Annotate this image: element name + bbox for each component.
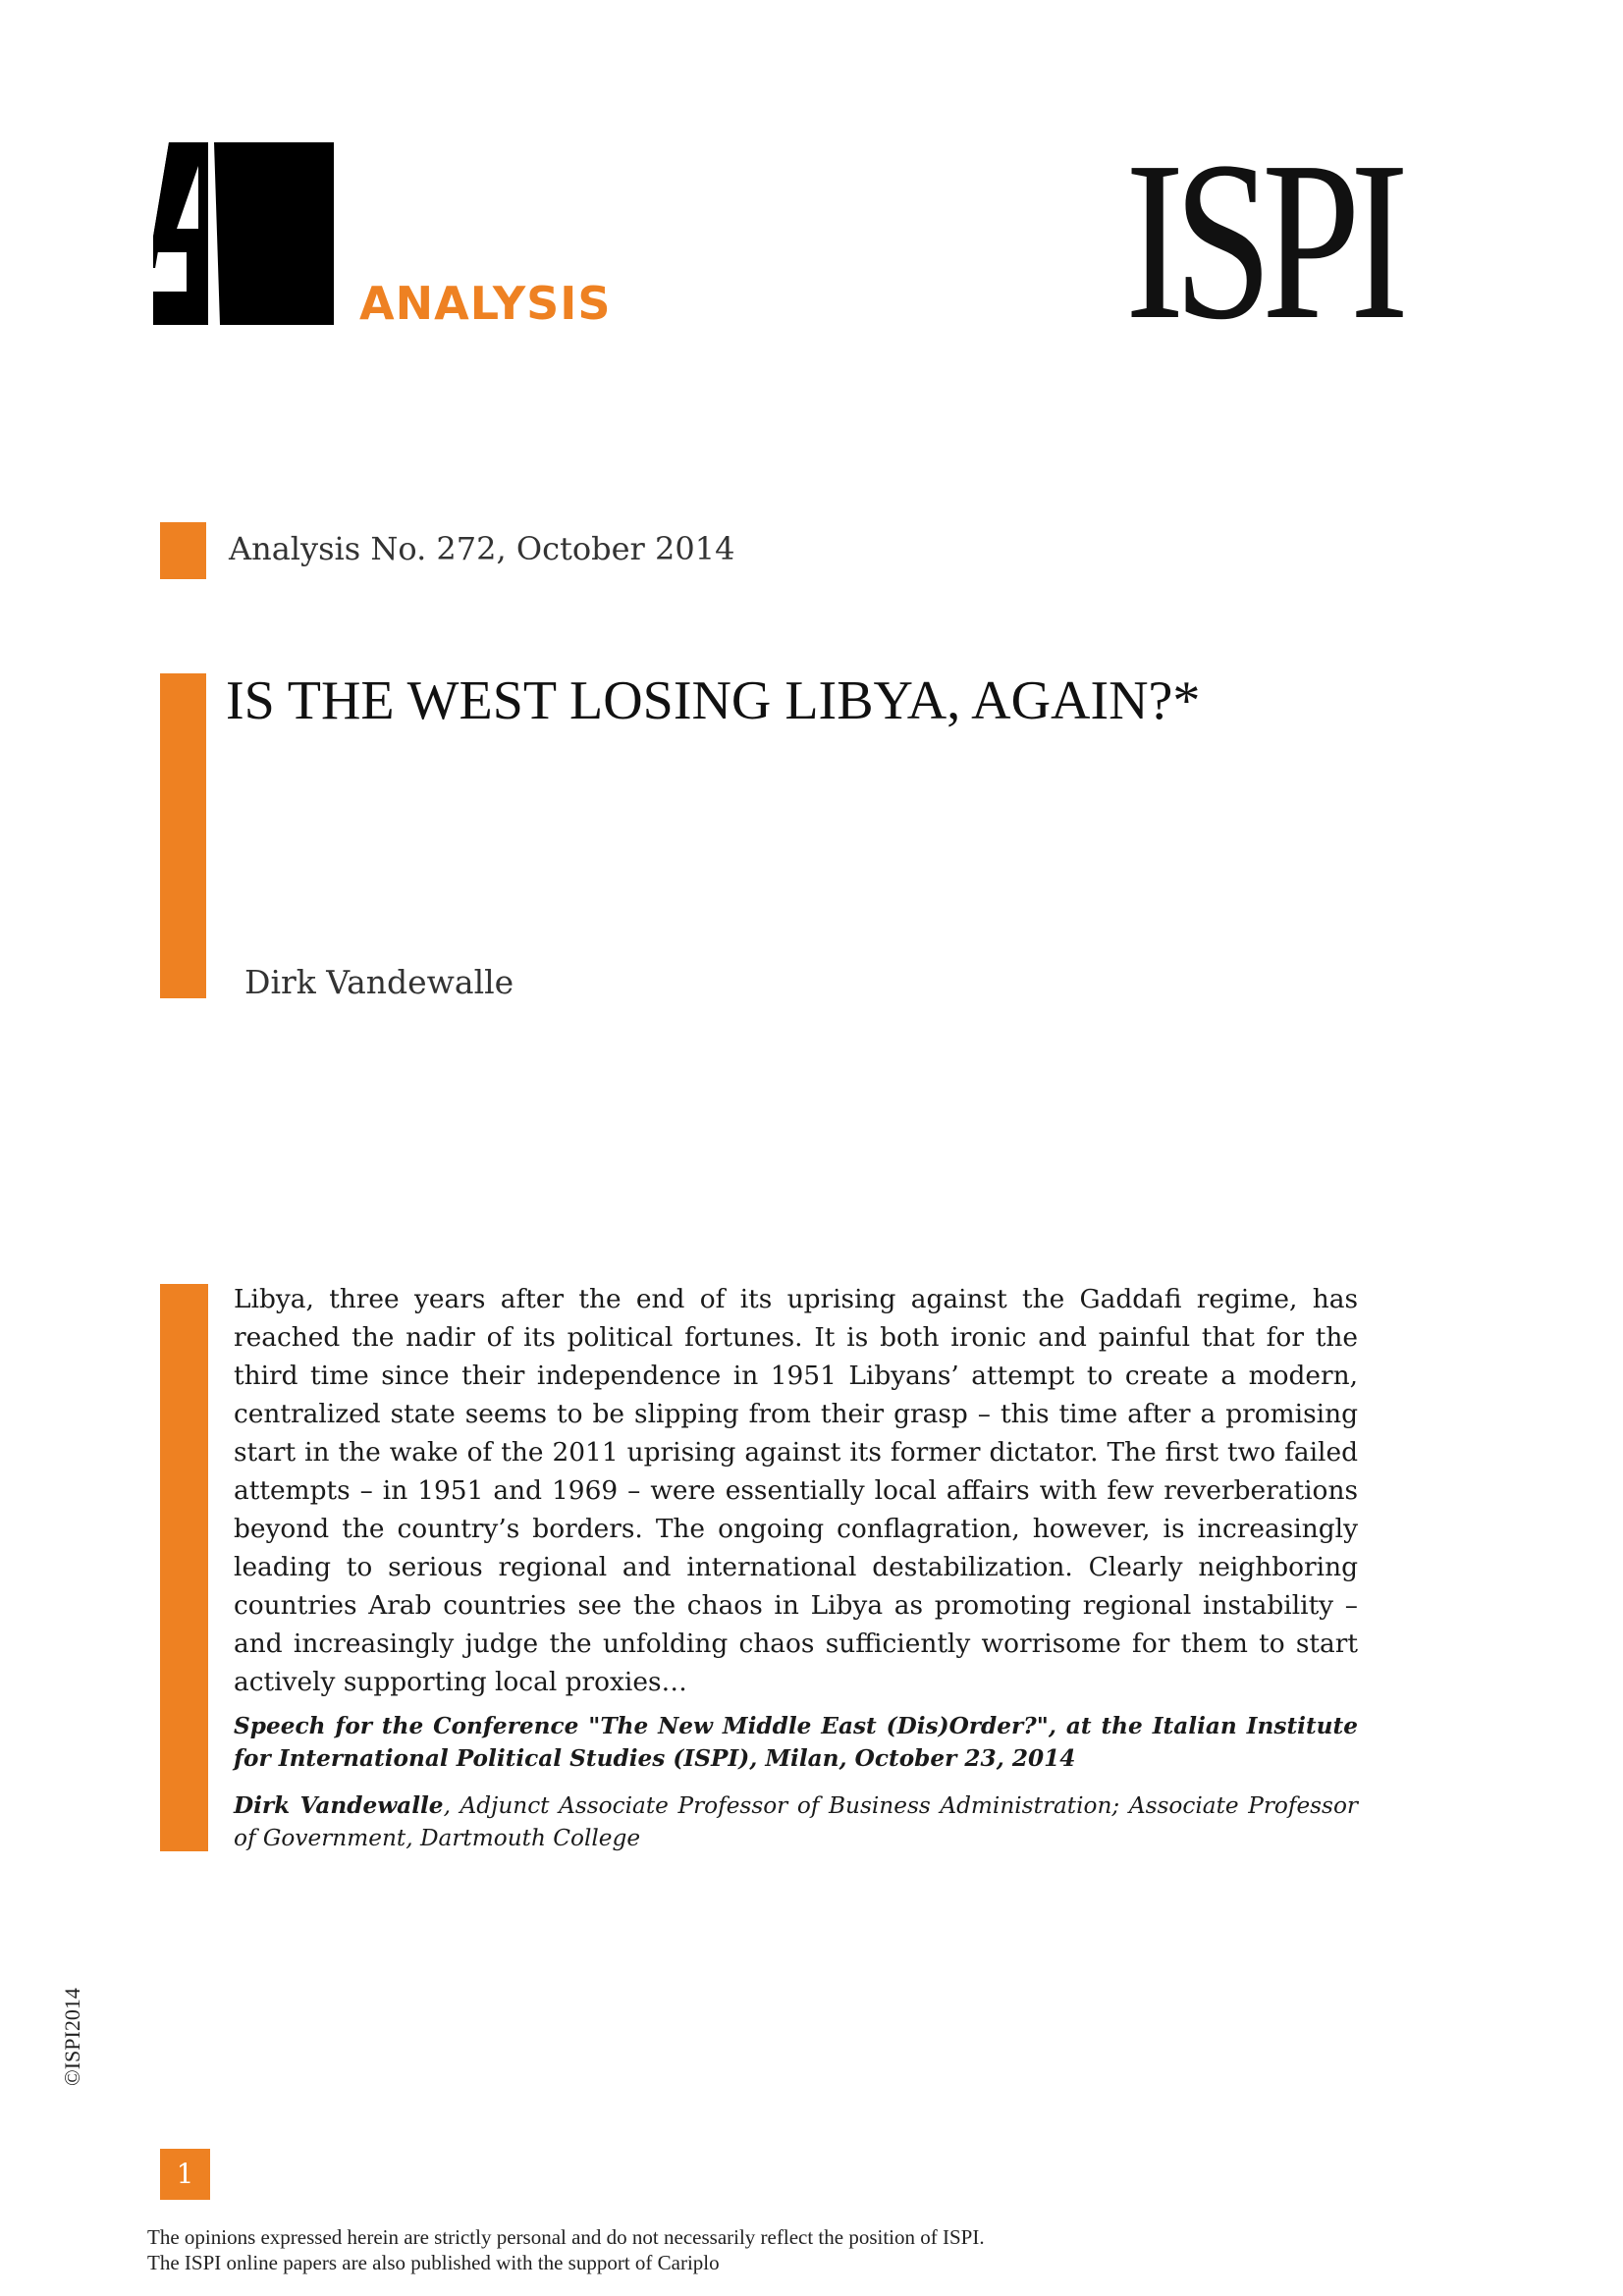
footer-disclaimer: The opinions expressed herein are strictly personal and do not necessarily reflect the position of ISPI. [147, 2225, 985, 2249]
abstract-accent-bar [160, 1284, 208, 1851]
footer [147, 2224, 985, 2275]
speech-note: Speech for the Conference "The New Middle East (Dis)Order?", at the Italian Institute for International Political Studies (ISPI), Milan, October 23, 2014 [234, 1713, 1358, 1772]
page-title: IS THE WEST LOSING LIBYA, AGAIN?* [226, 670, 1201, 731]
author-note [234, 1789, 1358, 1854]
analysis-label: ANALYSIS [359, 277, 612, 330]
title-accent-bar [160, 673, 206, 998]
issue-line: Analysis No. 272, October 2014 [229, 530, 735, 567]
page-number: 1 [160, 2149, 210, 2200]
analysis-a-logo [153, 142, 334, 325]
author-note-affiliation: , Adjunct Associate Professor of Business Administration; Associate Professor of Government, Dartmouth College [234, 1792, 1359, 1851]
footer-support: The ISPI online papers are also published with the support of Cariplo [147, 2251, 720, 2274]
meta-accent-bar [160, 522, 206, 579]
side-copyright: ©ISPI2014 [60, 1988, 84, 2086]
ispi-logo: ISPI [1125, 115, 1399, 367]
abstract-text: Libya, three years after the end of its uprising against the Gaddafi regime, has reached the nadir of its political fortunes. It is both ironic and painful that for the third time since their independence in 1951 Libyans’ attempt to create a modern, centralized state seems to be slipping from their grasp – this time after a promising start in the wake of the 2011 uprising against its former dictator. The first two failed attempts – in 1951 and 1969 – were essentially local affairs with few reverberations beyond the country’s borders. The ongoing conflagration, however, is increasingly leading to serious regional and international destabilization. Clearly neighboring countries Arab countries see the chaos in Libya as promoting regional instability – and increasingly judge the unfolding chaos sufficiently worrisome for them to start actively supporting local proxies… [234, 1284, 1358, 1697]
author-name: Dirk Vandewalle [244, 963, 514, 1001]
author-note-name: Dirk Vandewalle [234, 1792, 444, 1819]
